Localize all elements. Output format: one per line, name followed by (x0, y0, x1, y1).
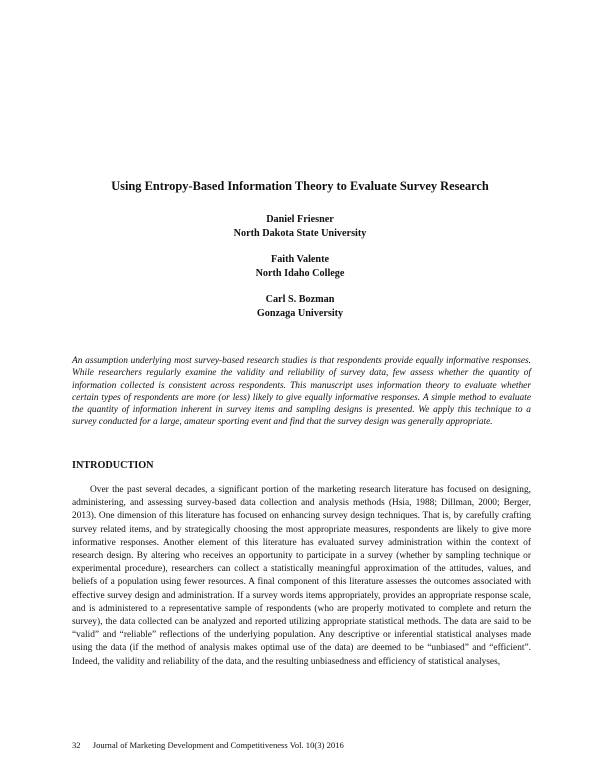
page-number: 32 (72, 740, 81, 750)
introduction-paragraph: Over the past several decades, a significant portion of the marketing research literature has focused on designing, administering, and assessing survey-based data collection and analysis methods (Hsia, 1988; Dillman, 2000; Berger, 2013). One dimension of this literature has focused on enhancing survey design techniques. That is, by carefully crafting survey related items, and by strategically choosing the most appropriate measures, respondents are likely to give more informative responses. Another element of this literature has evaluated survey administration within the context of research design. By altering who receives an opportunity to participate in a survey (whether by sampling technique or experimental procedure), researchers can collect a statistically meaningful approximation of the attitudes, values, and beliefs of a population using fewer resources. A final component of this literature assesses the outcomes associated with effective survey design and administration. If a survey words items appropriately, provides an appropriate response scale, and is administered to a representative sample of respondents (who are properly motivated to complete and return the survey), the data collected can be analyzed and reported utilizing appropriate statistical methods. The data are said to be “valid” and “reliable” reflections of the underlying population. Any descriptive or inferential statistical analyses made using the data (if the method of analysis makes optimal use of the data) are deemed to be “unbiased” and “efficient”. Indeed, the validity and reliability of the data, and the resulting unbiasedness and efficiency of statistical analyses, (72, 485, 531, 667)
author-name: Carl S. Bozman (265, 294, 335, 305)
author-name: Faith Valente (270, 254, 329, 265)
author-affiliation: North Idaho College (255, 268, 345, 279)
author-affiliation: Gonzaga University (256, 308, 344, 319)
page-footer (72, 740, 344, 751)
author-affiliation: North Dakota State University (233, 228, 367, 239)
journal-citation: Journal of Marketing Development and Competitiveness Vol. 10(3) 2016 (92, 740, 344, 750)
section-heading-introduction: INTRODUCTION (72, 460, 154, 471)
author-name: Daniel Friesner (266, 214, 334, 225)
abstract: An assumption underlying most survey-based research studies is that respondents provide equally informative responses. While researchers regularly examine the validity and reliability of survey data, few assess whether the quantity of information collected is consistent across respondents. This manuscript uses information theory to evaluate whether certain types of respondents are more (or less) likely to give equally informative responses. A simple method to evaluate the quantity of information inherent in survey items and sampling designs is presented. We apply this technique to a survey conducted for a large, amateur sporting event and find that the survey design was generally appropriate. (72, 356, 531, 428)
paper-title: Using Entropy-Based Information Theory to Evaluate Survey Research (111, 179, 489, 193)
